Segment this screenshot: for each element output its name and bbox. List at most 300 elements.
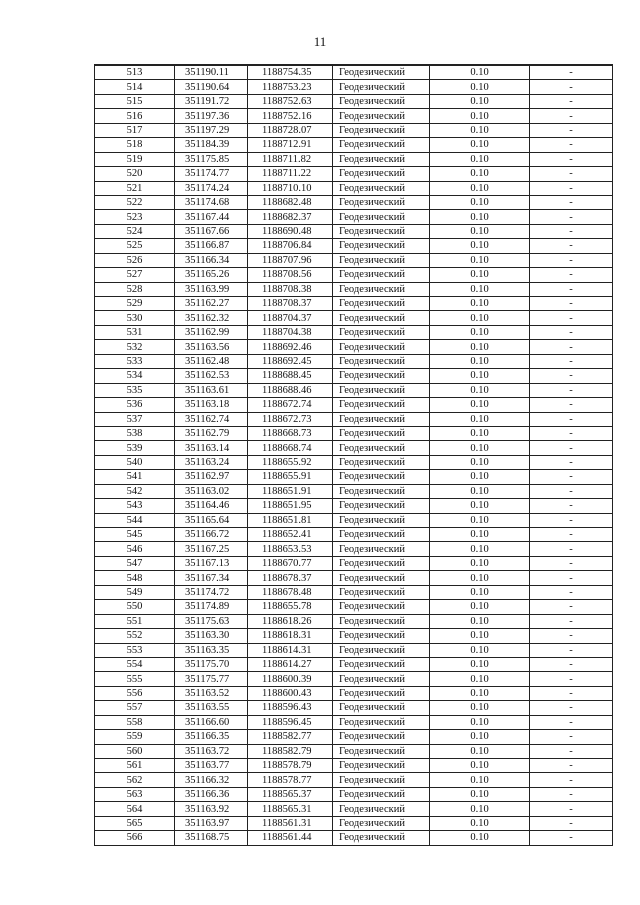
note-cell: - [530,802,613,816]
y-coordinate-cell: 1188618.31 [248,629,333,643]
y-coordinate-cell: 1188752.16 [248,109,333,123]
note-cell: - [530,528,613,542]
note-cell: - [530,325,613,339]
y-coordinate-cell: 1188688.45 [248,369,333,383]
method-cell: Геодезический [333,600,430,614]
note-cell: - [530,297,613,311]
note-cell: - [530,585,613,599]
x-coordinate-cell: 351162.74 [175,412,248,426]
table-row [95,138,613,152]
method-cell: Геодезический [333,65,430,80]
point-number-cell: 533 [95,354,175,368]
x-coordinate-cell: 351165.64 [175,513,248,527]
method-cell: Геодезический [333,455,430,469]
x-coordinate-cell: 351162.27 [175,297,248,311]
accuracy-cell: 0.10 [430,138,530,152]
note-cell: - [530,383,613,397]
method-cell: Геодезический [333,816,430,830]
point-number-cell: 554 [95,657,175,671]
y-coordinate-cell: 1188565.37 [248,787,333,801]
method-cell: Геодезический [333,629,430,643]
y-coordinate-cell: 1188708.56 [248,268,333,282]
x-coordinate-cell: 351174.89 [175,600,248,614]
table-row [95,773,613,787]
y-coordinate-cell: 1188678.37 [248,571,333,585]
point-number-cell: 553 [95,643,175,657]
point-number-cell: 548 [95,571,175,585]
table-row [95,816,613,830]
x-coordinate-cell: 351175.85 [175,152,248,166]
x-coordinate-cell: 351166.35 [175,730,248,744]
method-cell: Геодезический [333,383,430,397]
accuracy-cell: 0.10 [430,268,530,282]
table-row [95,152,613,166]
point-number-cell: 551 [95,614,175,628]
x-coordinate-cell: 351162.79 [175,426,248,440]
note-cell: - [530,513,613,527]
coordinates-table [94,64,613,846]
x-coordinate-cell: 351174.77 [175,167,248,181]
point-number-cell: 525 [95,239,175,253]
accuracy-cell: 0.10 [430,195,530,209]
y-coordinate-cell: 1188578.77 [248,773,333,787]
point-number-cell: 530 [95,311,175,325]
table-row [95,311,613,325]
note-cell: - [530,80,613,94]
y-coordinate-cell: 1188596.43 [248,701,333,715]
x-coordinate-cell: 351162.53 [175,369,248,383]
method-cell: Геодезический [333,210,430,224]
method-cell: Геодезический [333,686,430,700]
accuracy-cell: 0.10 [430,499,530,513]
table-row [95,701,613,715]
method-cell: Геодезический [333,657,430,671]
x-coordinate-cell: 351190.64 [175,80,248,94]
accuracy-cell: 0.10 [430,412,530,426]
x-coordinate-cell: 351163.35 [175,643,248,657]
point-number-cell: 559 [95,730,175,744]
note-cell: - [530,773,613,787]
point-number-cell: 523 [95,210,175,224]
accuracy-cell: 0.10 [430,441,530,455]
x-coordinate-cell: 351163.72 [175,744,248,758]
x-coordinate-cell: 351167.44 [175,210,248,224]
accuracy-cell: 0.10 [430,787,530,801]
accuracy-cell: 0.10 [430,167,530,181]
note-cell: - [530,412,613,426]
x-coordinate-cell: 351163.55 [175,701,248,715]
accuracy-cell: 0.10 [430,614,530,628]
note-cell: - [530,181,613,195]
accuracy-cell: 0.10 [430,369,530,383]
x-coordinate-cell: 351166.72 [175,528,248,542]
table-row [95,94,613,108]
note-cell: - [530,643,613,657]
accuracy-cell: 0.10 [430,340,530,354]
method-cell: Геодезический [333,354,430,368]
accuracy-cell: 0.10 [430,730,530,744]
x-coordinate-cell: 351164.46 [175,499,248,513]
table-row [95,686,613,700]
y-coordinate-cell: 1188753.23 [248,80,333,94]
method-cell: Геодезический [333,109,430,123]
point-number-cell: 540 [95,455,175,469]
note-cell: - [530,224,613,238]
point-number-cell: 550 [95,600,175,614]
x-coordinate-cell: 351162.48 [175,354,248,368]
x-coordinate-cell: 351165.26 [175,268,248,282]
accuracy-cell: 0.10 [430,65,530,80]
y-coordinate-cell: 1188655.92 [248,455,333,469]
note-cell: - [530,730,613,744]
y-coordinate-cell: 1188561.31 [248,816,333,830]
y-coordinate-cell: 1188596.45 [248,715,333,729]
table-row [95,340,613,354]
x-coordinate-cell: 351163.92 [175,802,248,816]
note-cell: - [530,195,613,209]
point-number-cell: 556 [95,686,175,700]
y-coordinate-cell: 1188651.91 [248,484,333,498]
x-coordinate-cell: 351191.72 [175,94,248,108]
x-coordinate-cell: 351166.32 [175,773,248,787]
point-number-cell: 566 [95,831,175,845]
method-cell: Геодезический [333,672,430,686]
method-cell: Геодезический [333,556,430,570]
accuracy-cell: 0.10 [430,297,530,311]
table-row [95,369,613,383]
x-coordinate-cell: 351162.99 [175,325,248,339]
note-cell: - [530,167,613,181]
method-cell: Геодезический [333,224,430,238]
y-coordinate-cell: 1188708.37 [248,297,333,311]
table-row [95,325,613,339]
method-cell: Геодезический [333,123,430,137]
y-coordinate-cell: 1188712.91 [248,138,333,152]
table-row [95,600,613,614]
method-cell: Геодезический [333,167,430,181]
table-row [95,672,613,686]
method-cell: Геодезический [333,426,430,440]
accuracy-cell: 0.10 [430,123,530,137]
table-row [95,643,613,657]
table-body [95,65,613,845]
accuracy-cell: 0.10 [430,484,530,498]
method-cell: Геодезический [333,744,430,758]
note-cell: - [530,657,613,671]
point-number-cell: 531 [95,325,175,339]
method-cell: Геодезический [333,152,430,166]
x-coordinate-cell: 351175.77 [175,672,248,686]
note-cell: - [530,759,613,773]
method-cell: Геодезический [333,181,430,195]
x-coordinate-cell: 351167.34 [175,571,248,585]
point-number-cell: 537 [95,412,175,426]
point-number-cell: 532 [95,340,175,354]
point-number-cell: 516 [95,109,175,123]
note-cell: - [530,123,613,137]
table-row [95,167,613,181]
point-number-cell: 564 [95,802,175,816]
x-coordinate-cell: 351163.61 [175,383,248,397]
point-number-cell: 534 [95,369,175,383]
x-coordinate-cell: 351174.72 [175,585,248,599]
x-coordinate-cell: 351163.30 [175,629,248,643]
note-cell: - [530,253,613,267]
method-cell: Геодезический [333,773,430,787]
point-number-cell: 527 [95,268,175,282]
y-coordinate-cell: 1188565.31 [248,802,333,816]
method-cell: Геодезический [333,643,430,657]
accuracy-cell: 0.10 [430,672,530,686]
note-cell: - [530,629,613,643]
table-row [95,239,613,253]
y-coordinate-cell: 1188651.95 [248,499,333,513]
y-coordinate-cell: 1188682.48 [248,195,333,209]
method-cell: Геодезический [333,759,430,773]
accuracy-cell: 0.10 [430,528,530,542]
y-coordinate-cell: 1188678.48 [248,585,333,599]
method-cell: Геодезический [333,253,430,267]
note-cell: - [530,715,613,729]
y-coordinate-cell: 1188655.91 [248,470,333,484]
x-coordinate-cell: 351163.56 [175,340,248,354]
table-row [95,759,613,773]
note-cell: - [530,94,613,108]
point-number-cell: 528 [95,282,175,296]
x-coordinate-cell: 351163.97 [175,816,248,830]
table-row [95,715,613,729]
table-row [95,80,613,94]
x-coordinate-cell: 351174.68 [175,195,248,209]
y-coordinate-cell: 1188682.37 [248,210,333,224]
method-cell: Геодезический [333,470,430,484]
x-coordinate-cell: 351162.97 [175,470,248,484]
accuracy-cell: 0.10 [430,311,530,325]
table-row [95,282,613,296]
accuracy-cell: 0.10 [430,600,530,614]
note-cell: - [530,239,613,253]
point-number-cell: 518 [95,138,175,152]
method-cell: Геодезический [333,715,430,729]
point-number-cell: 526 [95,253,175,267]
method-cell: Геодезический [333,297,430,311]
point-number-cell: 539 [95,441,175,455]
table-row [95,787,613,801]
table-row [95,123,613,137]
method-cell: Геодезический [333,239,430,253]
x-coordinate-cell: 351167.66 [175,224,248,238]
x-coordinate-cell: 351163.24 [175,455,248,469]
accuracy-cell: 0.10 [430,715,530,729]
point-number-cell: 529 [95,297,175,311]
x-coordinate-cell: 351162.32 [175,311,248,325]
table-row [95,831,613,845]
y-coordinate-cell: 1188690.48 [248,224,333,238]
accuracy-cell: 0.10 [430,542,530,556]
point-number-cell: 552 [95,629,175,643]
table-row [95,744,613,758]
point-number-cell: 521 [95,181,175,195]
point-number-cell: 538 [95,426,175,440]
table-row [95,585,613,599]
note-cell: - [530,542,613,556]
point-number-cell: 546 [95,542,175,556]
note-cell: - [530,686,613,700]
accuracy-cell: 0.10 [430,686,530,700]
method-cell: Геодезический [333,80,430,94]
x-coordinate-cell: 351175.70 [175,657,248,671]
y-coordinate-cell: 1188655.78 [248,600,333,614]
accuracy-cell: 0.10 [430,556,530,570]
point-number-cell: 555 [95,672,175,686]
table-row [95,210,613,224]
method-cell: Геодезический [333,802,430,816]
note-cell: - [530,282,613,296]
table-row [95,441,613,455]
accuracy-cell: 0.10 [430,816,530,830]
note-cell: - [530,398,613,412]
y-coordinate-cell: 1188668.74 [248,441,333,455]
table-row [95,268,613,282]
table-row [95,383,613,397]
note-cell: - [530,571,613,585]
table-row [95,542,613,556]
accuracy-cell: 0.10 [430,643,530,657]
y-coordinate-cell: 1188582.79 [248,744,333,758]
method-cell: Геодезический [333,94,430,108]
table-row [95,65,613,80]
method-cell: Геодезический [333,787,430,801]
point-number-cell: 558 [95,715,175,729]
note-cell: - [530,138,613,152]
table-row [95,484,613,498]
note-cell: - [530,311,613,325]
x-coordinate-cell: 351166.34 [175,253,248,267]
point-number-cell: 542 [95,484,175,498]
x-coordinate-cell: 351166.60 [175,715,248,729]
point-number-cell: 541 [95,470,175,484]
note-cell: - [530,484,613,498]
method-cell: Геодезический [333,513,430,527]
table-row [95,412,613,426]
y-coordinate-cell: 1188600.39 [248,672,333,686]
point-number-cell: 544 [95,513,175,527]
y-coordinate-cell: 1188707.96 [248,253,333,267]
method-cell: Геодезический [333,528,430,542]
x-coordinate-cell: 351163.18 [175,398,248,412]
note-cell: - [530,426,613,440]
x-coordinate-cell: 351167.13 [175,556,248,570]
y-coordinate-cell: 1188582.77 [248,730,333,744]
x-coordinate-cell: 351168.75 [175,831,248,845]
note-cell: - [530,340,613,354]
accuracy-cell: 0.10 [430,224,530,238]
accuracy-cell: 0.10 [430,571,530,585]
table-row [95,224,613,238]
accuracy-cell: 0.10 [430,701,530,715]
accuracy-cell: 0.10 [430,629,530,643]
accuracy-cell: 0.10 [430,152,530,166]
note-cell: - [530,470,613,484]
note-cell: - [530,268,613,282]
note-cell: - [530,499,613,513]
y-coordinate-cell: 1188578.79 [248,759,333,773]
y-coordinate-cell: 1188600.43 [248,686,333,700]
method-cell: Геодезический [333,195,430,209]
accuracy-cell: 0.10 [430,109,530,123]
accuracy-cell: 0.10 [430,253,530,267]
table-row [95,657,613,671]
method-cell: Геодезический [333,542,430,556]
accuracy-cell: 0.10 [430,181,530,195]
y-coordinate-cell: 1188653.53 [248,542,333,556]
method-cell: Геодезический [333,499,430,513]
accuracy-cell: 0.10 [430,354,530,368]
method-cell: Геодезический [333,311,430,325]
note-cell: - [530,369,613,383]
x-coordinate-cell: 351163.52 [175,686,248,700]
x-coordinate-cell: 351167.25 [175,542,248,556]
note-cell: - [530,787,613,801]
point-number-cell: 519 [95,152,175,166]
point-number-cell: 557 [95,701,175,715]
accuracy-cell: 0.10 [430,585,530,599]
y-coordinate-cell: 1188728.07 [248,123,333,137]
method-cell: Геодезический [333,484,430,498]
table-row [95,253,613,267]
table-row [95,181,613,195]
table-row [95,556,613,570]
y-coordinate-cell: 1188561.44 [248,831,333,845]
point-number-cell: 513 [95,65,175,80]
method-cell: Геодезический [333,325,430,339]
note-cell: - [530,455,613,469]
note-cell: - [530,65,613,80]
point-number-cell: 536 [95,398,175,412]
method-cell: Геодезический [333,412,430,426]
point-number-cell: 562 [95,773,175,787]
note-cell: - [530,816,613,830]
note-cell: - [530,701,613,715]
table-row [95,470,613,484]
table-row [95,297,613,311]
note-cell: - [530,831,613,845]
table-row [95,528,613,542]
note-cell: - [530,152,613,166]
accuracy-cell: 0.10 [430,80,530,94]
method-cell: Геодезический [333,268,430,282]
accuracy-cell: 0.10 [430,773,530,787]
point-number-cell: 563 [95,787,175,801]
x-coordinate-cell: 351184.39 [175,138,248,152]
table-row [95,629,613,643]
note-cell: - [530,441,613,455]
accuracy-cell: 0.10 [430,426,530,440]
accuracy-cell: 0.10 [430,455,530,469]
x-coordinate-cell: 351163.99 [175,282,248,296]
y-coordinate-cell: 1188692.46 [248,340,333,354]
y-coordinate-cell: 1188652.41 [248,528,333,542]
point-number-cell: 543 [95,499,175,513]
table-row [95,398,613,412]
note-cell: - [530,109,613,123]
accuracy-cell: 0.10 [430,239,530,253]
method-cell: Геодезический [333,585,430,599]
method-cell: Геодезический [333,441,430,455]
point-number-cell: 514 [95,80,175,94]
y-coordinate-cell: 1188711.22 [248,167,333,181]
y-coordinate-cell: 1188754.35 [248,65,333,80]
